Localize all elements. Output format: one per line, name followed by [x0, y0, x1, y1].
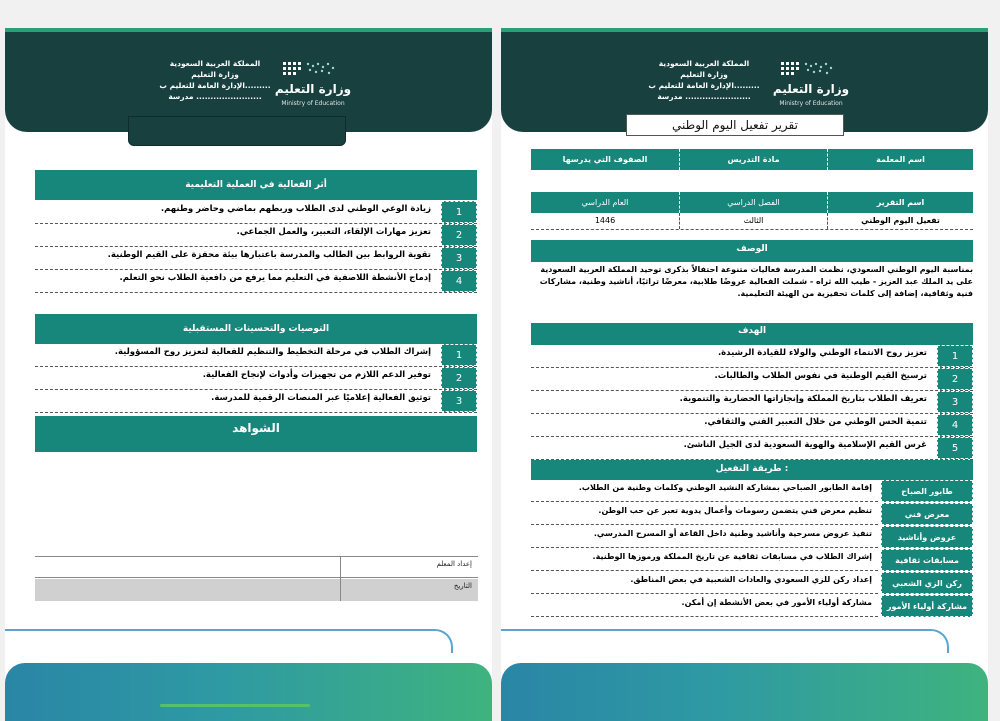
- evidence-section-title: الشواهد: [35, 416, 477, 452]
- recommendations-section-title: التوصيات والتحسينات المستقبلية: [35, 314, 477, 344]
- ministry-logo: [771, 60, 851, 110]
- method-label: عروض وأناشيد: [881, 526, 973, 548]
- info-header: اسم التقرير: [827, 192, 973, 213]
- list-item: [35, 367, 477, 390]
- method-text: مشاركة أولياء الأمور في بعض الأنشطة إن أمكن.: [531, 595, 878, 617]
- impact-section-title: أثر الفعالية في العملية التعليمية: [35, 170, 477, 200]
- goal-section-title: الهدف: [531, 323, 973, 345]
- list-item: [531, 414, 973, 437]
- header-line: المملكة العربية السعودية: [658, 59, 750, 68]
- item-text: إدماج الأنشطة اللاصفية في التعليم مما يرفع من دافعية الطلاب نحو التعلم.: [119, 273, 431, 283]
- method-table: [531, 480, 973, 620]
- impact-list: [35, 201, 477, 293]
- item-text: تعزيز روح الانتماء الوطني والولاء للقيادة الرشيدة.: [717, 348, 927, 358]
- prepared-by-row: [35, 556, 478, 578]
- logo-arabic-text: وزارة التعليم: [274, 82, 352, 96]
- item-text: تقوية الروابط بين الطالب والمدرسة باعتبارها بيئة محفزة على القيم الوطنية.: [107, 250, 431, 260]
- goal-list: [531, 345, 973, 460]
- item-number: 2: [441, 367, 477, 389]
- footer-accent: [160, 704, 310, 707]
- method-label: ركن الزي الشعبي: [881, 572, 973, 594]
- item-number: 1: [441, 201, 477, 223]
- item-text: تنمية الحس الوطني من خلال التعبير الفني والثقافي.: [704, 417, 927, 427]
- item-text: توفير الدعم اللازم من تجهيزات وأدوات لإنجاح الفعالية.: [202, 370, 431, 380]
- method-label: مسابقات ثقافية: [881, 549, 973, 571]
- header-line: مدرسة .......................: [657, 92, 751, 101]
- item-number: 3: [937, 391, 973, 413]
- item-text: توثيق الفعالية إعلاميًا عبر المنصات الرقمية للمدرسة.: [211, 393, 431, 403]
- item-text: إشراك الطلاب في مرحلة التخطيط والتنظيم للفعالية لتعزيز روح المسؤولية.: [114, 347, 431, 357]
- footer-outline: [5, 629, 453, 653]
- list-item: [35, 390, 477, 413]
- info-header: العام الدراسي: [531, 192, 679, 213]
- info-header: الفصل الدراسي: [679, 192, 827, 213]
- date-label: التاريخ: [340, 579, 478, 601]
- prepared-by-label: إعداد المعلم: [340, 557, 478, 579]
- list-item: [531, 368, 973, 391]
- item-number: 1: [937, 345, 973, 367]
- list-item: [35, 270, 477, 293]
- method-text: إشراك الطلاب في مسابقات ثقافية عن تاريخ المملكة ورموزها الوطنية.: [531, 549, 878, 571]
- method-text: إعداد ركن للزي السعودي والعادات الشعبية في بعض المناطق.: [531, 572, 878, 594]
- list-item: [531, 437, 973, 460]
- method-text: تنظيم معرض فني يتضمن رسومات وأعمال يدوية تعبر عن حب الوطن.: [531, 503, 878, 525]
- item-number: 4: [441, 270, 477, 292]
- info-header: اسم المعلمة: [827, 149, 973, 170]
- list-item: [531, 391, 973, 414]
- document-page-2: [5, 28, 492, 721]
- method-row: [531, 503, 973, 525]
- page-footer: [5, 663, 492, 721]
- report-info-table: [531, 149, 973, 239]
- method-row: [531, 480, 973, 502]
- method-text: إقامة الطابور الصباحي بمشاركة النشيد الوطني وكلمات وطنية من الطلاب.: [531, 480, 878, 502]
- item-number: 5: [937, 437, 973, 459]
- method-label: مشاركة أولياء الأمور: [881, 595, 973, 617]
- info-value: الثالث: [679, 213, 827, 229]
- viewer-top-strip: [0, 0, 1000, 28]
- header-line: وزارة التعليم: [680, 70, 728, 79]
- description-text: بمناسبة اليوم الوطني السعودي، نظمت المدرسة فعاليات متنوعة احتفالاً بذكرى توحيد المملكة العربية السعودية على يد الملك عبد العزيز - طيب الله ثراه - شملت الفعالية عروضًا طلابية، معرضًا تراثيًا، أناشيد وطنية، مشاركات فنية وثقافية، إضافة إلى كلمات تحفيزية من الهيئة التعليمية.: [539, 265, 973, 298]
- method-label: معرض فني: [881, 503, 973, 525]
- info-header: مادة التدريس: [679, 149, 827, 170]
- method-section-title: طريقة التفعيل :: [531, 460, 973, 480]
- logo-dots-icon: [281, 60, 341, 76]
- description-section-title: الوصف: [531, 240, 973, 262]
- item-number: 3: [441, 390, 477, 412]
- header-line: الإدارة العامة للتعليم ب.........: [648, 81, 760, 90]
- item-number: 3: [441, 247, 477, 269]
- header-line: وزارة التعليم: [191, 70, 239, 79]
- recommendations-list: [35, 344, 477, 413]
- item-number: 2: [937, 368, 973, 390]
- logo-arabic-text: وزارة التعليم: [772, 82, 850, 96]
- method-row: [531, 549, 973, 571]
- method-row: [531, 595, 973, 617]
- list-item: [35, 344, 477, 367]
- footer-outline: [501, 629, 949, 653]
- document-page-1: [501, 28, 988, 721]
- item-text: تعريف الطلاب بتاريخ المملكة وإنجازاتها الحضارية والتنموية.: [679, 394, 927, 404]
- info-value: تفعيل اليوم الوطني: [827, 213, 973, 229]
- item-text: ترسيخ القيم الوطنية في نفوس الطلاب والطالبات.: [714, 371, 927, 381]
- list-item: [531, 345, 973, 368]
- method-label: طابور الصباح: [881, 480, 973, 502]
- header-line: المملكة العربية السعودية: [169, 59, 261, 68]
- logo-english-text: Ministry of Education: [281, 100, 345, 107]
- item-number: 4: [937, 414, 973, 436]
- header-text-block: [629, 58, 779, 102]
- report-title: تقرير تفعيل اليوم الوطني: [626, 114, 844, 136]
- item-text: غرس القيم الإسلامية والهوية السعودية لدى الجيل الناشئ.: [683, 440, 927, 450]
- item-text: تعزيز مهارات الإلقاء، التعبير، والعمل الجماعي.: [236, 227, 431, 237]
- header-text-block: [140, 58, 290, 102]
- header-line: الإدارة العامة للتعليم ب.........: [159, 81, 271, 90]
- logo-dots-icon: [779, 60, 839, 76]
- item-number: 2: [441, 224, 477, 246]
- method-row: [531, 572, 973, 594]
- list-item: [35, 201, 477, 224]
- item-number: 1: [441, 344, 477, 366]
- date-row: [35, 579, 478, 601]
- header-line: مدرسة .......................: [168, 92, 262, 101]
- info-header: الصفوف التي يدرسها: [531, 149, 679, 170]
- info-value: 1446: [594, 216, 616, 225]
- page-footer: [501, 663, 988, 721]
- method-row: [531, 526, 973, 548]
- list-item: [35, 247, 477, 270]
- divider: [531, 229, 973, 230]
- logo-english-text: Ministry of Education: [779, 100, 843, 107]
- item-text: زيادة الوعي الوطني لدى الطلاب وربطهم بماضي وحاضر وطنهم.: [160, 204, 431, 214]
- ministry-logo: [273, 60, 353, 110]
- header-tab: [128, 116, 346, 146]
- method-text: تنفيذ عروض مسرحية وأناشيد وطنية داخل القاعة أو المسرح المدرسي.: [531, 526, 878, 548]
- list-item: [35, 224, 477, 247]
